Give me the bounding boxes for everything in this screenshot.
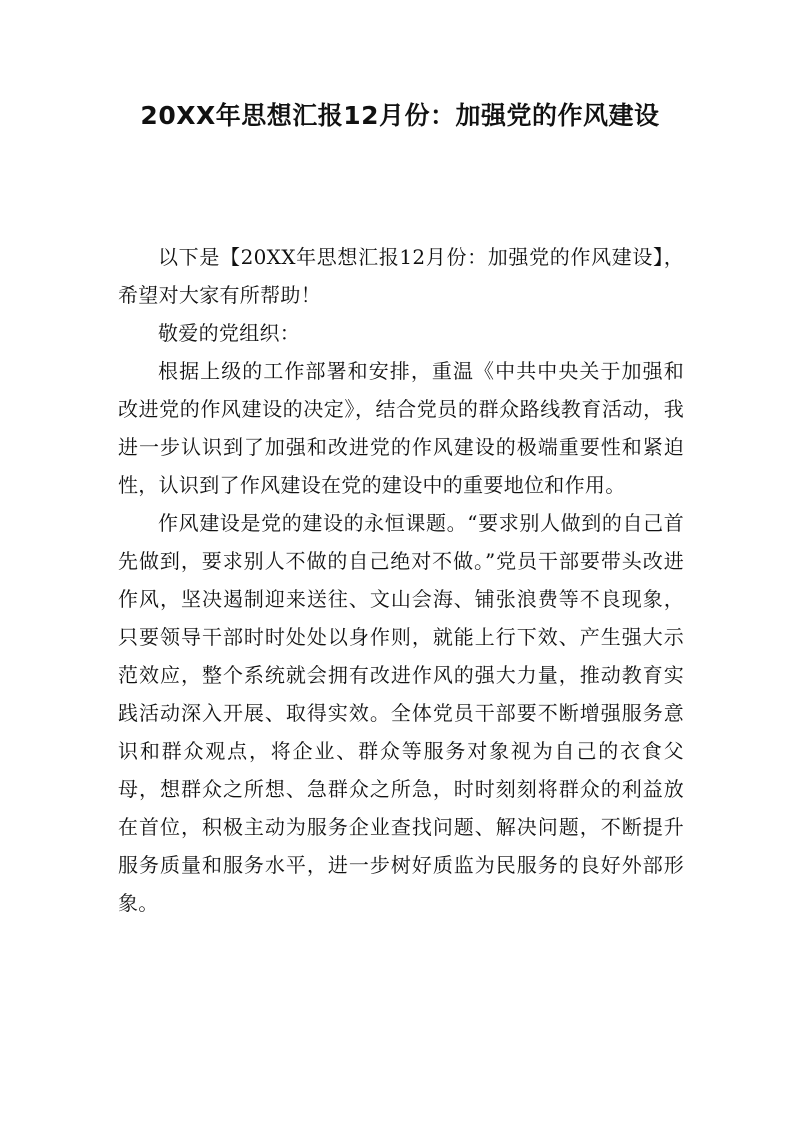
intro-paragraph: 以下是【20XX年思想汇报12月份：加强党的作风建设】，希望对大家有所帮助！ bbox=[118, 245, 684, 307]
body-paragraph: 根据上级的工作部署和安排，重温《中共中央关于加强和改进党的作风建设的决定》，结合党员的群众路线教育活动，我进一步认识到了加强和改进党的作风建设的极端重要性和紧迫性，认识到了作风建设在党的建设中的重要地位和作用。 bbox=[118, 359, 684, 497]
body-paragraph: 作风建设是党的建设的永恒课题。“要求别人做到的自己首先做到，要求别人不做的自己绝对不做。”党员干部要带头改进作风，坚决遏制迎来送往、文山会海、铺张浪费等不良现象，只要领导干部时时处处以身作则，就能上行下效、产生强大示范效应，整个系统就会拥有改进作风的强大力量，推动教育实践活动深入开展、取得实效。全体党员干部要不断增强服务意识和群众观点，将企业、群众等服务对象视为自己的衣食父母，想群众之所想、急群众之所急，时时刻刻将群众的利益放在首位，积极主动为服务企业查找问题、解决问题，不断提升服务质量和服务水平，进一步树好质监为民服务的良好外部形象。 bbox=[118, 511, 684, 915]
document-title: 20XX年思想汇报12月份：加强党的作风建设 bbox=[140, 101, 660, 130]
document-body bbox=[118, 238, 684, 922]
salutation: 敬爱的党组织： bbox=[158, 321, 301, 345]
